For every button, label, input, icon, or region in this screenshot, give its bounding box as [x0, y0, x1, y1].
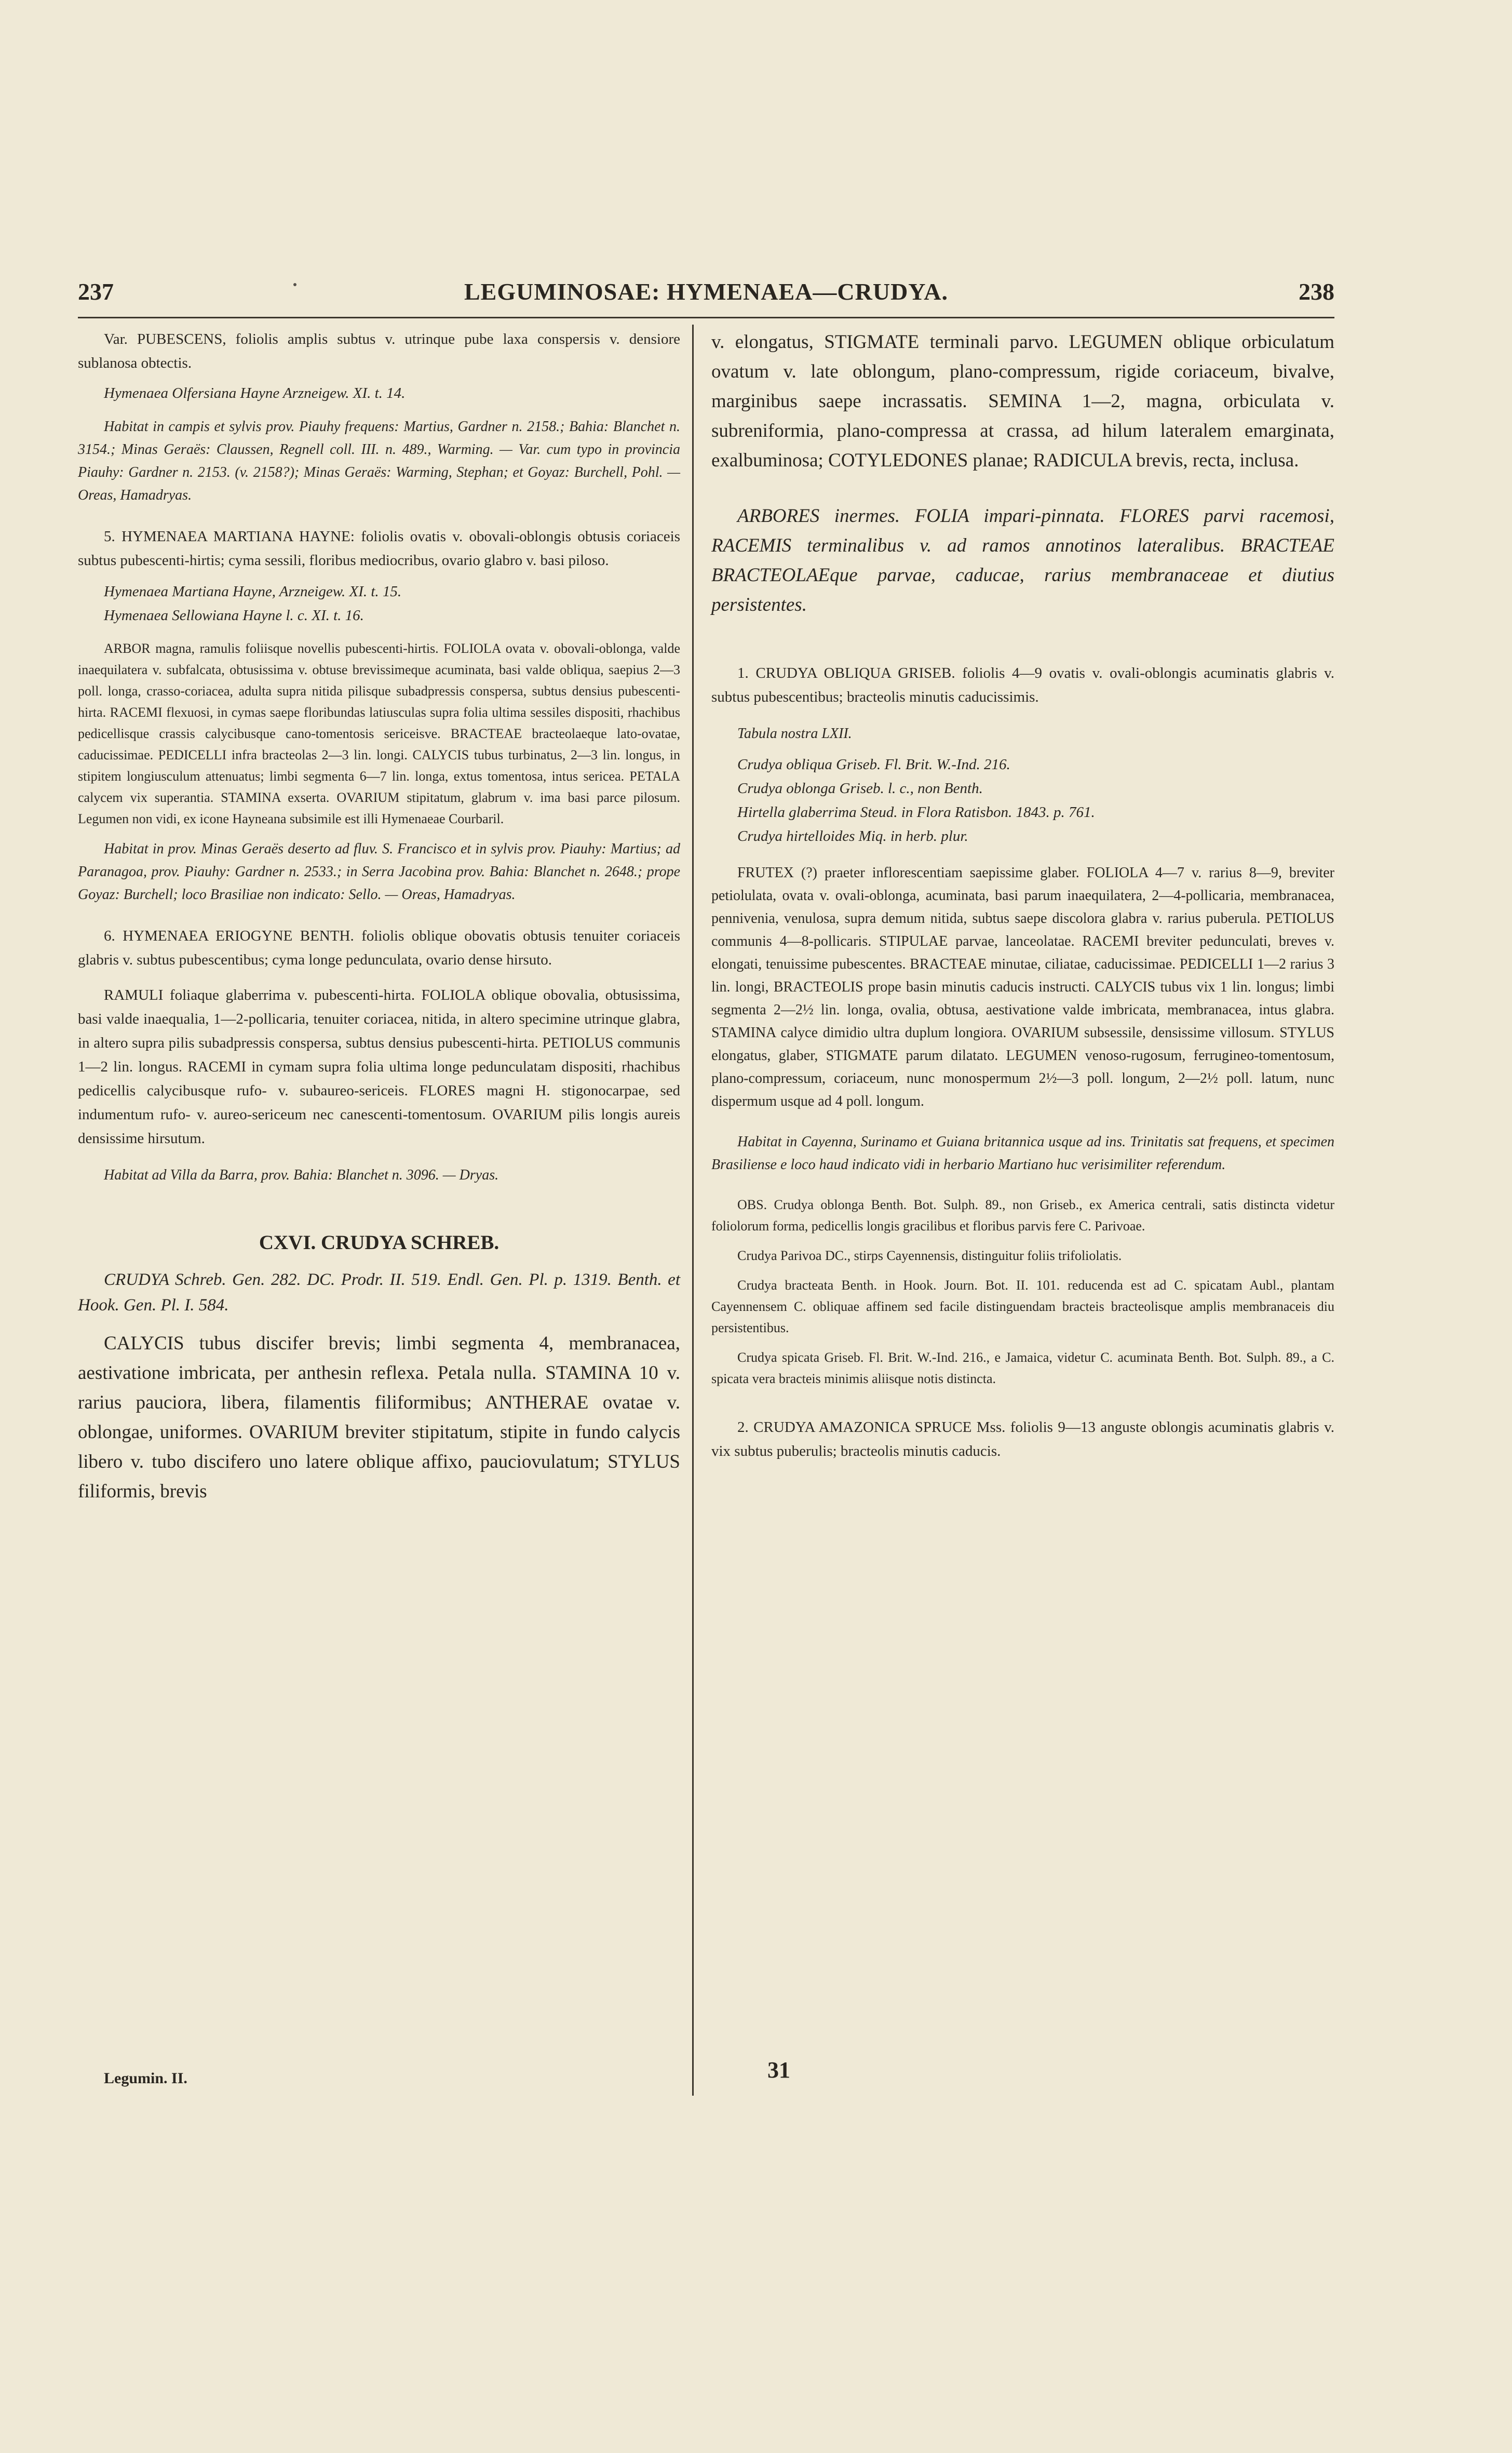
- observation-bracteata: Crudya bracteata Benth. in Hook. Journ. Bot. II. 101. reducenda est ad C. spicatam Aubl., plantam Cayennensem C. obliquae affinem sed facile distinguendam bracteis bracteolisque amplis membranaceis diu persistentibus.: [711, 1278, 1334, 1335]
- synonym-martiana: Hymenaea Martiana Hayne, Arzneigew. XI. t. 15.: [104, 583, 402, 600]
- genus-description-cont: v. elongatus, STIGMATE terminali parvo. LEGUMEN oblique orbiculatum ovatum v. late oblongum, plano-compressum, rigide coriaceum, bivalve, marginibus saepe incrassatis. SEMINA 1—2, magna, orbiculata v. subreniformia, plano-compressa at crassa, ad hilum lateralem emarginata, exalbuminosa; COTYLEDONES planae; RADICULA brevis, recta, inclusa.: [711, 331, 1334, 471]
- synonym-sellowiana: Hymenaea Sellowiana Hayne l. c. XI. t. 16.: [104, 607, 364, 624]
- variety-pubescens: Var. PUBESCENS, foliolis amplis subtus v. utrinque pube laxa conspersis v. densiore sublanosa obtectis.: [78, 331, 680, 371]
- habitat-2: Habitat in prov. Minas Geraës deserto ad fluv. S. Francisco et in sylvis prov. Piauhy: Martius; ad Paranagoa, prov. Piauhy: Gardner n. 2533.; in Serra Jacobina prov. Bahia: Blanchet n. 2648.; prope Goyaz: Burchell; loco Brasiliae non indicato: Sello. — Oreas, Hamadryas.: [78, 841, 680, 903]
- habitat-obliqua: Habitat in Cayenna, Surinamo et Guiana britannica usque ad ins. Trinitatis sat frequens, et specimen Brasiliense e loco haud indicato vidi in herbario Martiano huc verisimiliter referendum.: [711, 1134, 1334, 1173]
- habitat-3: Habitat ad Villa da Barra, prov. Bahia: Blanchet n. 3096. — Dryas.: [104, 1167, 499, 1183]
- synonym-hirtella: Hirtella glaberrima Steud. in Flora Ratisbon. 1843. p. 761.: [737, 804, 1095, 821]
- column-divider: [692, 325, 694, 2096]
- page-number-left: 237: [78, 278, 114, 305]
- species-eriogyne: 6. HYMENAEA ERIOGYNE BENTH. foliolis oblique obovatis obtusis tenuiter coriaceis glabris v. subtus pubescentibus; cyma longe pedunculata, ovario dense hirsuto.: [78, 928, 680, 968]
- genus-habit: ARBORES inermes. FOLIA impari-pinnata. FLORES parvi racemosi, RACEMIS terminalibus v. ad ramos annotinos lateralibus. BRACTEAE BRACTEOLAEque parvae, caducae, rarius membranaceae et diutius persistentes.: [711, 505, 1334, 615]
- observation-parivoa: Crudya Parivoa DC., stirps Cayennensis, distinguitur foliis trifoliolatis.: [737, 1248, 1122, 1263]
- synonym-oblonga: Crudya oblonga Griseb. l. c., non Benth.: [737, 780, 983, 797]
- signature-number: 31: [767, 2057, 790, 2083]
- synonym-obliqua: Crudya obliqua Griseb. Fl. Brit. W.-Ind. 216.: [737, 756, 1010, 773]
- left-column: [78, 327, 680, 1506]
- description-eriogyne: RAMULI foliaque glaberrima v. pubescenti-hirta. FOLIOLA oblique obovalia, obtusissima, basi valde inaequalia, 1—2-pollicaria, tenuiter coriacea, nitida, in altero specimine utrinque glabra, in altero supra pilis subadpressis conspersa, subtus densius pubescenti-hirta. PETIOLUS communis 1—2 lin. longus. RACEMI in cymam supra folia ultima longe pedunculatam dispositi, rhachibus pedicellis calycibusque rufo- v. subaureo-sericeis. FLORES magni H. stigonocarpae, sed indumentum rufo- v. aureo-sericeum nec canescenti-tomentosum. OVARIUM pilis longis aureis densissime hirsutum.: [78, 987, 680, 1147]
- species-amazonica: 2. CRUDYA AMAZONICA SPRUCE Mss. foliolis 9—13 anguste oblongis acuminatis glabris v. vix subtus puberulis; bracteolis minutis caducis.: [711, 1419, 1334, 1459]
- species-obliqua: 1. CRUDYA OBLIQUA GRISEB. foliolis 4—9 ovatis v. ovali-oblongis acuminatis glabris v. subtus pubescentibus; bracteolis minutis caducissimis.: [711, 665, 1334, 705]
- header-rule: [78, 317, 1334, 318]
- habitat-1: Habitat in campis et sylvis prov. Piauhy frequens: Martius, Gardner n. 2158.; Bahia: Blanchet n. 3154.; Minas Geraës: Claussen, Regnell coll. III. n. 489., Warming. — Var. cum typo in provincia Piauhy: Gardner n. 2153. (v. 2158?); Minas Geraës: Warming, Stephan; et Goyaz: Burchell, Pohl. — Oreas, Hamadryas.: [78, 419, 680, 503]
- running-title: LEGUMINOSAE: HYMENAEA—CRUDYA.: [464, 278, 949, 305]
- header-dot: [293, 283, 296, 286]
- page-number-right: 238: [1299, 278, 1334, 305]
- signature-mark: Legumin. II.: [104, 2070, 187, 2087]
- plate-reference: Tabula nostra LXII.: [737, 726, 852, 742]
- right-column: [711, 327, 1334, 1463]
- genus-heading: CXVI. CRUDYA SCHREB.: [259, 1231, 500, 1254]
- description-obliqua: FRUTEX (?) praeter inflorescentiam saepissime glaber. FOLIOLA 4—7 v. rarius 8—9, breviter petiolulata, ovata v. ovali-oblonga, acuminata, basi parum inaequilatera, 2—4-pollicaria, membranacea, pennivenia, venulosa, supra demum nitida, subtus saepe discolora glabra v. rarius puberula. PETIOLUS communis 4—8-pollicaris. STIPULAE parvae, lanceolatae. RACEMI breviter pedunculati, breves v. elongati, tenuissime pubescentes. BRACTEAE minutae, ciliatae, caducissimae. PEDICELLI 1—2 rarius 3 lin. longi, BRACTEOLIS prope basin minutis caducis instructi. CALYCIS tubus vix 1 lin. longus; limbi segmenta 2—2½ lin. longa, ovalia, obtusa, aestivatione valde imbricata, membranacea, intus glabra. STAMINA calyce dimidio ultra duplum longiora. OVARIUM subsessile, densissime villosum. STYLUS elongatus, glaber, STIGMATE parum dilatato. LEGUMEN venoso-rugosum, ferrugineo-tomentosum, plano-compressum, coriaceum, nunc monospermum 2½—3 poll. longum, 2—2½ poll. latum, nunc dispermum usque ad 4 poll. longum.: [711, 865, 1334, 1109]
- description-martiana: ARBOR magna, ramulis foliisque novellis pubescenti-hirtis. FOLIOLA ovata v. obovali-oblonga, valde inaequilatera v. subfalcata, obtusissima v. obtuse brevissimeque acuminata, basi valde obliqua, saepius 2—3 poll. longa, crasso-coriacea, adulta supra nitida pilisque subadpressis conspersa, subtus densius pubescenti-hirta. RACEMI flexuosi, in cymas saepe floribundas latiusculas supra folia ultima sessiles dispositi, rhachibus pedicellisque crassis calycibusque cano-tomentosis sericeisve. BRACTEAE bracteolaeque lato-ovatae, caducissimae. PEDICELLI infra bracteolas 2—3 lin. longi. CALYCIS tubus turbinatus, 2—3 lin. longus, in stipitem longiusculum attenuatus; limbi segmenta 6—7 lin. longa, extus tomentosa, intus sericea. PETALA calycem vix superantia. STAMINA exserta. OVARIUM stipitatum, glabrum v. ima basi parce pilosum. Legumen non vidi, ex icone Hayneana subsimile est illi Hymenaeae Courbaril.: [78, 641, 680, 826]
- synonym-olfersiana: Hymenaea Olfersiana Hayne Arzneigew. XI. t. 14.: [104, 385, 406, 401]
- running-header: [78, 278, 1334, 309]
- species-martiana: 5. HYMENAEA MARTIANA HAYNE: foliolis ovatis v. obovali-oblongis obtusis coriaceis subtus pubescenti-hirtis; cyma sessili, floribus mediocribus, ovario glabro v. basi piloso.: [78, 528, 680, 569]
- genus-description: CALYCIS tubus discifer brevis; limbi segmenta 4, membranacea, aestivatione imbricata, per anthesin reflexa. Petala nulla. STAMINA 10 v. rarius pauciora, libera, filamentis filiformibus; ANTHERAE ovatae v. oblongae, uniformes. OVARIUM breviter stipitatum, stipite in fundo calycis libero v. tubo discifero uno latere oblique affixo, pauciovulatum; STYLUS filiformis, brevis: [78, 1333, 680, 1502]
- synonym-hirtelloides: Crudya hirtelloides Miq. in herb. plur.: [737, 828, 968, 845]
- genus-references: CRUDYA Schreb. Gen. 282. DC. Prodr. II. 519. Endl. Gen. Pl. p. 1319. Benth. et Hook. Gen. Pl. I. 584.: [78, 1270, 680, 1315]
- observation-spicata: Crudya spicata Griseb. Fl. Brit. W.-Ind. 216., e Jamaica, videtur C. acuminata Benth. Bot. Sulph. 89., a C. spicata vera bracteis minimis aliisque notis distincta.: [711, 1350, 1334, 1386]
- observation-oblonga: OBS. Crudya oblonga Benth. Bot. Sulph. 89., non Griseb., ex America centrali, satis distincta videtur foliolorum forma, pedicellis longis gracilibus et floribus parvis fere C. Parivoae.: [711, 1197, 1334, 1234]
